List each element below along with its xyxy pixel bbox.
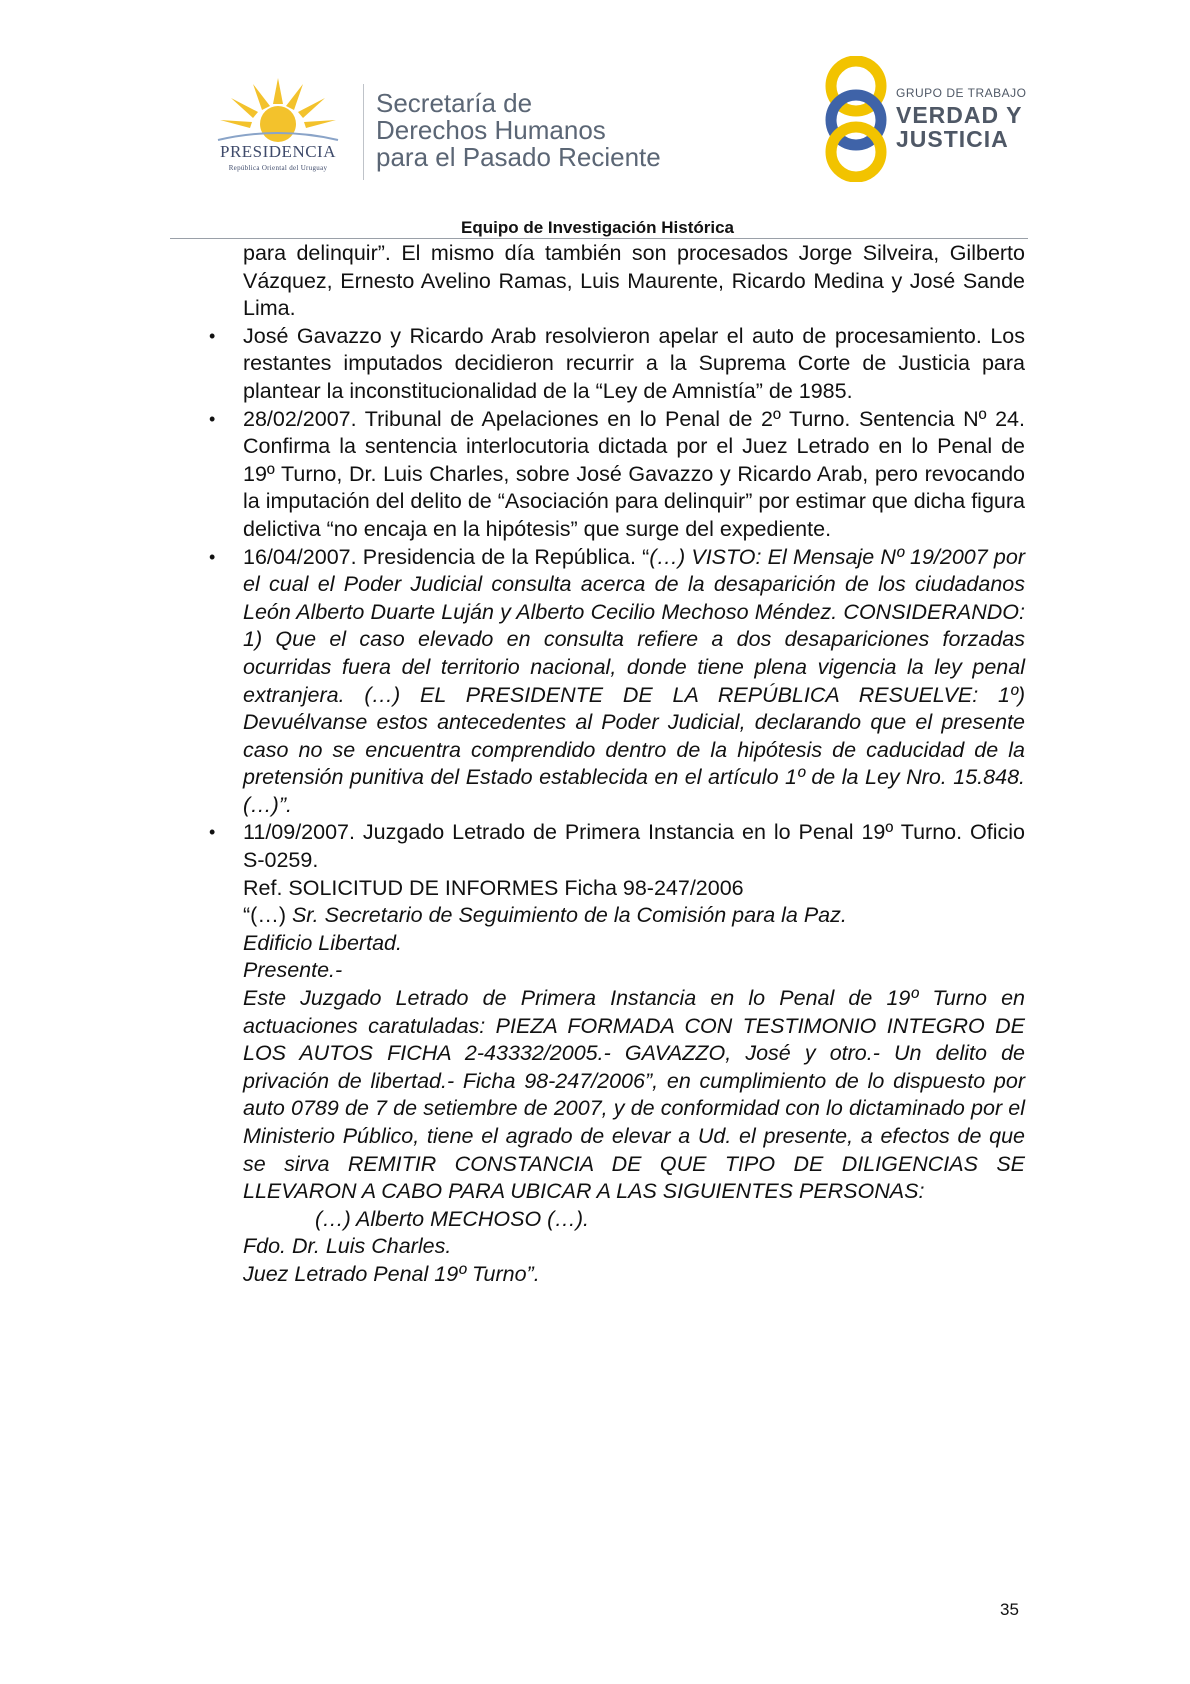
- quote-addressee: [243, 902, 1025, 930]
- header-divider: [363, 84, 364, 180]
- quote-signature-name: Fdo. Dr. Luis Charles.: [243, 1234, 452, 1259]
- quote-open: “(…): [243, 903, 292, 928]
- document-body: [243, 240, 1025, 1289]
- secretaria-logo-text: [376, 90, 661, 171]
- continued-paragraph: para delinquir”. El mismo día también son procesados Jorge Silveira, Gilberto Vázquez, Ernesto Avelino Ramas, Luis Maurente, Ricardo Medina y José Sande Lima.: [243, 241, 1025, 321]
- department-heading: Equipo de Investigación Histórica: [461, 218, 734, 237]
- verdad-justicia-logo: [820, 56, 1030, 186]
- gtvj-small-title: GRUPO DE TRABAJO: [896, 86, 1027, 100]
- list-item: • 28/02/2007. Tribunal de Apelaciones en lo Penal de 2º Turno. Sentencia Nº 24. Confirma la sentencia interlocutoria dictada por el Juez Letrado en lo Penal de 19º Turno, Dr. Luis Charles, sobre José Gavazzo y Ricardo Arab, pero revocando la imputación del delito de “Asociación para delinquir” por estimar que dicha figura delictiva “no encaja en la hipótesis” que surge del expediente.: [243, 406, 1025, 544]
- reference-line: Ref. SOLICITUD DE INFORMES Ficha 98-247/2006: [243, 875, 744, 900]
- secretaria-line3: para el Pasado Reciente: [376, 142, 661, 172]
- gtvj-title-line2: JUSTICIA: [896, 126, 1009, 152]
- quote-line1: Sr. Secretario de Seguimiento de la Comisión para la Paz.: [291, 903, 847, 928]
- list-item: [243, 544, 1025, 820]
- list-item-lead: 16/04/2007. Presidencia de la República. “: [243, 544, 650, 569]
- quote-body: Este Juzgado Letrado de Primera Instancia en lo Penal de 19º Turno en actuaciones caratuladas: PIEZA FORMADA CON TESTIMONIO INTEGRO DE LOS AUTOS FICHA 2-43332/2005.- GAVAZZO, José y otro.- Un delito de privación de libertad.- Ficha 98-247/2006”, en cumplimiento de lo dispuesto por auto 0789 de 7 de setiembre de 2007, y de conformidad con lo dictaminado por el Ministerio Público, tiene el agrado de elevar a Ud. el presente, a efectos de que se sirva REMITIR CONSTANCIA DE QUE TIPO DE DILIGENCIAS SE LLEVARON A CABO PARA UBICAR A LAS SIGUIENTES PERSONAS:: [243, 986, 1025, 1204]
- presidencia-name: PRESIDENCIA: [219, 142, 336, 161]
- sun-emblem-icon: [198, 76, 358, 142]
- resolution-quote: (…) VISTO: El Mensaje Nº 19/2007 por el cual el Poder Judicial consulta acerca de la desaparición de los ciudadanos León Alberto Duarte Luján y Alberto Cecilio Mechoso Méndez. CONSIDERANDO: 1) Que el caso elevado en consulta refiere a dos desapariciones forzadas ocurridas fuera del territorio nacional, donde tiene plena vigencia la ley penal extranjera. (…) EL PRESIDENTE DE LA REPÚBLICA RESUELVE: 1º) Devuélvanse estos antecedentes al Poder Judicial, declarando que el presente caso no se encuentra comprendido dentro de la hipótesis de caducidad de la pretensión punitiva del Estado establecida en el artículo 1º de la Ley Nro. 15.848. (…)”.: [243, 544, 1025, 817]
- list-item: • José Gavazzo y Ricardo Arab resolvieron apelar el auto de procesamiento. Los restantes imputados decidieron recurrir a la Suprema Corte de Justicia para plantear la inconstitucionalidad de la “Ley de Amnistía” de 1985.: [243, 323, 1025, 406]
- secretaria-line1: Secretaría de: [376, 88, 533, 118]
- header-rule: [170, 238, 1028, 239]
- rings-emblem-icon: [820, 56, 892, 182]
- quote-line2: Edificio Libertad.: [243, 930, 402, 955]
- quote-signature-title: Juez Letrado Penal 19º Turno”.: [243, 1261, 540, 1286]
- secretaria-line2: Derechos Humanos: [376, 115, 606, 145]
- presidencia-logo: [198, 76, 358, 186]
- quote-line3: Presente.-: [243, 958, 343, 983]
- list-item: • 11/09/2007. Juzgado Letrado de Primera Instancia en lo Penal 19º Turno. Oficio S-0259.: [243, 819, 1025, 874]
- presidencia-subtitle: República Oriental del Uruguay: [228, 164, 328, 172]
- quote-person: (…) Alberto MECHOSO (…).: [315, 1206, 589, 1231]
- page-number: 35: [1000, 1600, 1019, 1619]
- gtvj-title-line1: VERDAD Y: [896, 102, 1023, 128]
